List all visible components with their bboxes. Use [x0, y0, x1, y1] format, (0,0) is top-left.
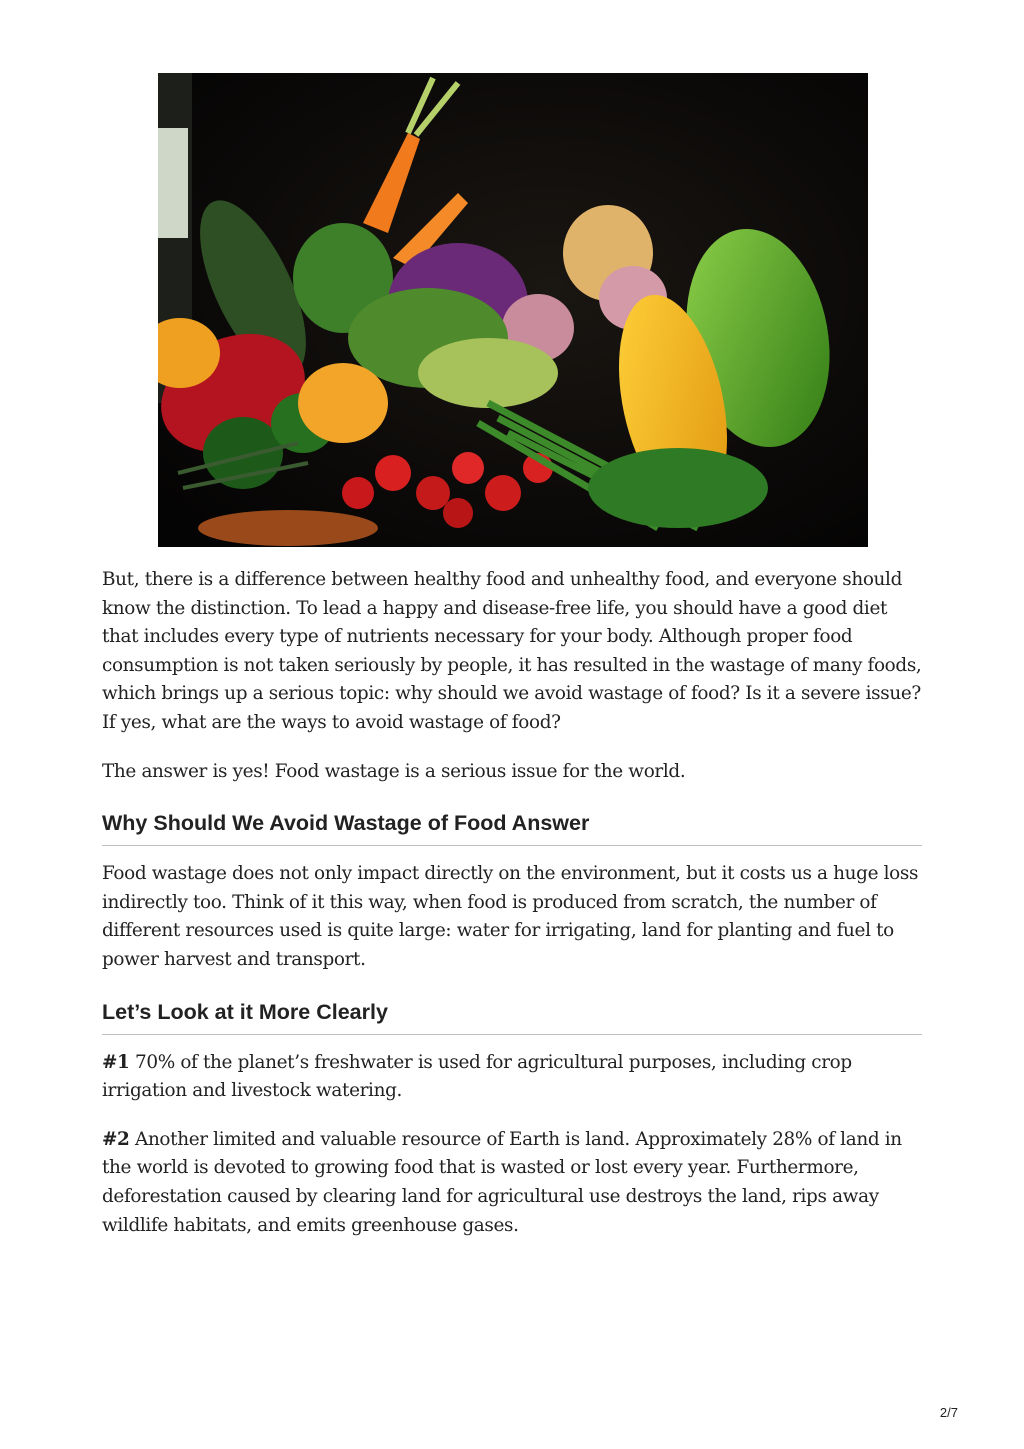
point-2 [102, 1126, 922, 1240]
point-1-number: #1 [102, 1051, 130, 1073]
point-1 [102, 1049, 922, 1106]
answer-paragraph: The answer is yes! Food wastage is a serious issue for the world. [102, 760, 686, 782]
point-2-number: #2 [102, 1128, 130, 1150]
section-heading-clearly: Let’s Look at it More Clearly [102, 999, 922, 1035]
article-body [102, 566, 922, 1260]
section-heading-why: Why Should We Avoid Wastage of Food Answer [102, 810, 922, 846]
section-why-paragraph: Food wastage does not only impact directly on the environment, but it costs us a huge loss indirectly too. Think of it this way, when food is produced from scratch, the number of different resources used is quite large: water for irrigating, land for planting and fuel to power harvest and transport. [102, 863, 919, 970]
intro-paragraph: But, there is a difference between healthy food and unhealthy food, and everyone should know the distinction. To lead a happy and disease-free life, you should have a good diet that includes every type of nutrients necessary for your body. Although proper food consumption is not taken seriously by people, it has resulted in the wastage of many foods, which brings up a serious topic: why should we avoid wastage of food? Is it a severe issue? If yes, what are the ways to avoid wastage of food? [102, 569, 922, 733]
point-2-text: Another limited and valuable resource of Earth is land. Approximately 28% of land in the world is devoted to growing food that is wasted or lost every year. Furthermore, deforestation caused by clearing land for agricultural use destroys the land, rips away wildlife habitats, and emits greenhouse gases. [102, 1128, 902, 1236]
point-1-text: 70% of the planet’s freshwater is used for agricultural purposes, including crop irrigation and livestock watering. [102, 1051, 852, 1102]
vegetables-photo [158, 73, 868, 547]
page-number: 2/7 [939, 1405, 958, 1420]
